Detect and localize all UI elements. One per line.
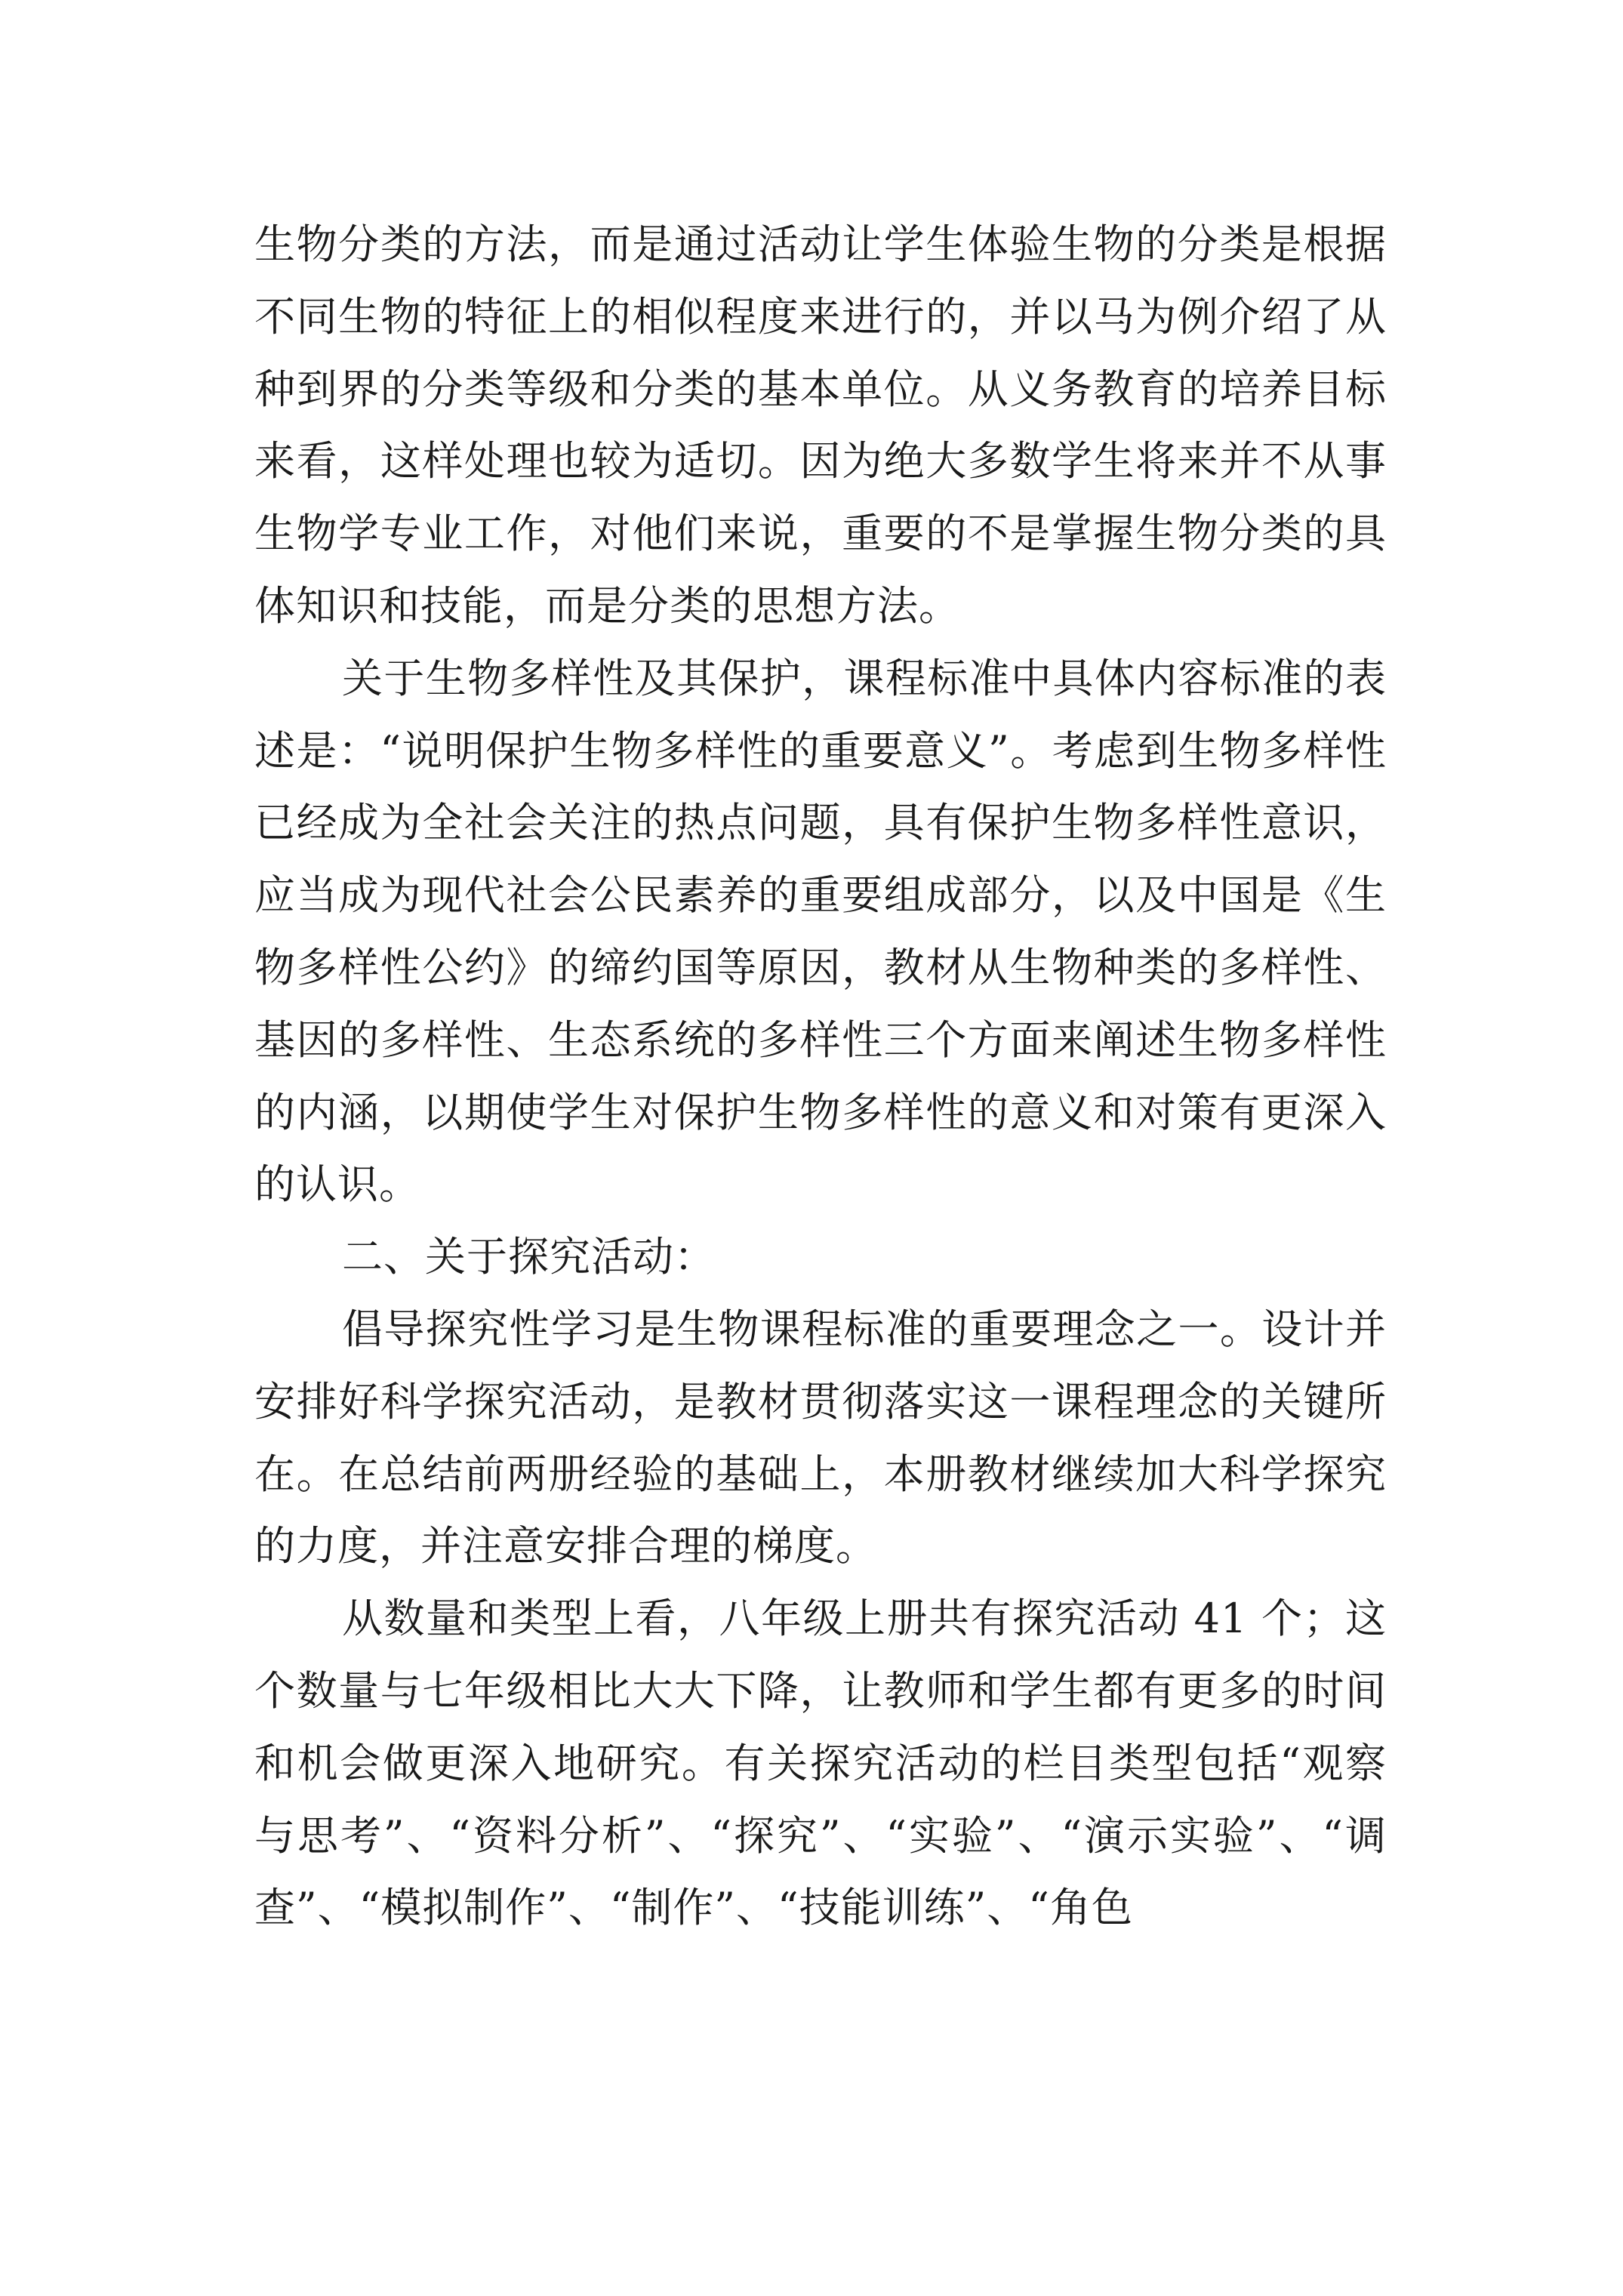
section-heading-inquiry-activities: 二、关于探究活动： xyxy=(342,1233,716,1281)
paragraph-activity-count-types: 从数量和类型上看，八年级上册共有探究活动 41 个；这个数量与七年级相比大大下降，让教师和学生都有更多的时间和机会做更深入地研究。有关探究活动的栏目类型包括“观察与思考”、“资料分析”、“探究”、“实验”、“演示实验”、“调查”、“模拟制作”、“制作”、“技能训练”、“角色 xyxy=(254,1595,1387,1932)
paragraph-classification-method: 生物分类的方法，而是通过活动让学生体验生物的分类是根据不同生物的特征上的相似程度来进行的，并以马为例介绍了从种到界的分类等级和分类的基本单位。从义务教育的培养目标来看，这样处理也较为适切。因为绝大多数学生将来并不从事生物学专业工作，对他们来说，重要的不是掌握生物分类的具体知识和技能，而是分类的思想方法。 xyxy=(254,220,1387,630)
paragraph-biodiversity-protection: 关于生物多样性及其保护，课程标准中具体内容标准的表述是：“说明保护生物多样性的重要意义”。考虑到生物多样性已经成为全社会关注的热点问题，具有保护生物多样性意识，应当成为现代社会公民素养的重要组成部分，以及中国是《生物多样性公约》的缔约国等原因，教材从生物种类的多样性、基因的多样性、生态系统的多样性三个方面来阐述生物多样性的内涵，以期使学生对保护生物多样性的意义和对策有更深入的认识。 xyxy=(254,654,1387,1209)
document-body xyxy=(254,208,1387,1944)
paragraph-inquiry-learning: 倡导探究性学习是生物课程标准的重要理念之一。设计并安排好科学探究活动，是教材贯彻落实这一课程理念的关键所在。在总结前两册经验的基础上，本册教材继续加大科学探究的力度，并注意安排合理的梯度。 xyxy=(254,1305,1387,1570)
